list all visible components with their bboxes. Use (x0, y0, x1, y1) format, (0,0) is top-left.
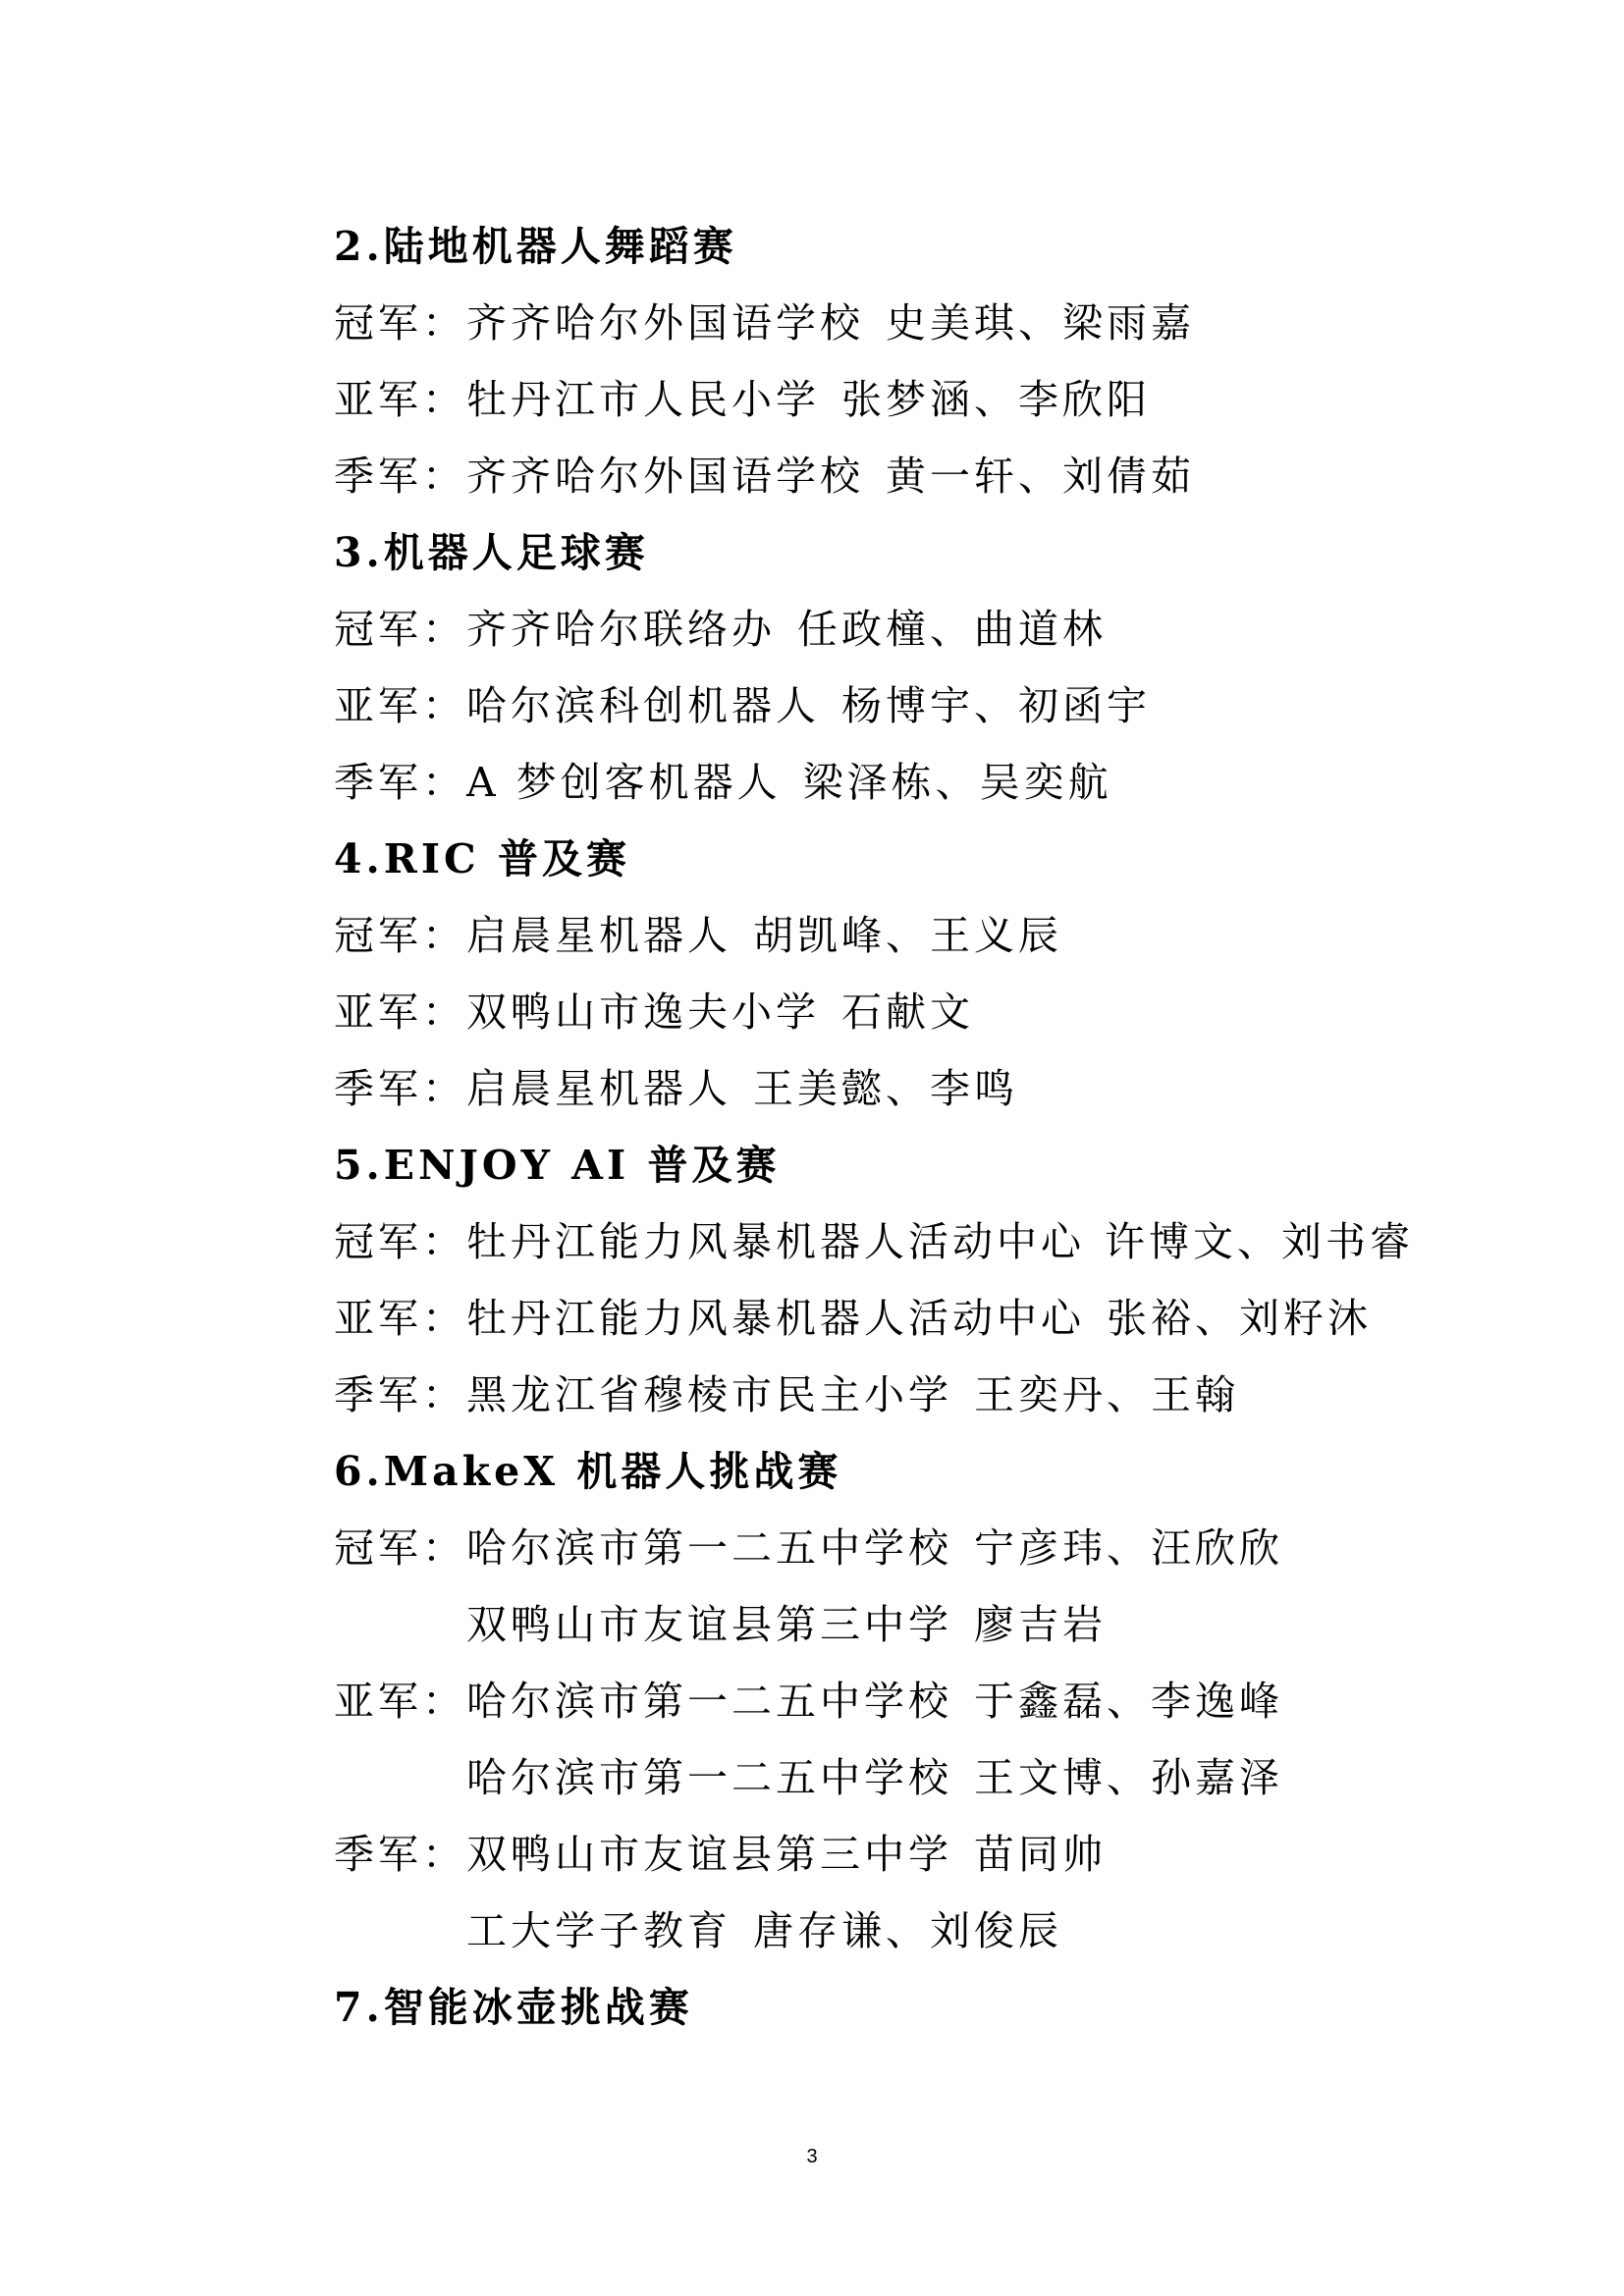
section-title: 6.MakeX 机器人挑战赛 (334, 1448, 842, 1495)
organization: A 梦创客机器人 (466, 759, 782, 806)
organization: 齐齐哈尔外国语学校 (466, 299, 864, 347)
result-entry (334, 1050, 1414, 1127)
participant-names: 任政橦、曲道林 (797, 606, 1107, 653)
result-entry (334, 667, 1414, 744)
participant-names: 王文博、孙嘉泽 (974, 1754, 1283, 1801)
rank-label: 冠军： (334, 1524, 466, 1572)
result-entry (334, 1203, 1414, 1280)
participant-names: 史美琪、梁雨嘉 (886, 299, 1195, 347)
participant-names: 杨博宇、初函宇 (841, 682, 1151, 729)
participant-names: 王美懿、李鸣 (753, 1065, 1018, 1112)
rank-label (334, 1739, 466, 1816)
rank-label: 季军： (334, 1831, 466, 1878)
participant-names: 胡凯峰、王义辰 (753, 912, 1062, 959)
participant-names: 王奕丹、王翰 (974, 1371, 1239, 1418)
page-number: 3 (806, 2146, 818, 2167)
rank-label: 季军： (334, 453, 466, 500)
result-entry (334, 361, 1414, 438)
rank-label (334, 1586, 466, 1663)
result-entry (334, 591, 1414, 667)
result-entry (334, 1357, 1414, 1433)
organization: 启晨星机器人 (466, 912, 731, 959)
organization: 齐齐哈尔联络办 (466, 606, 776, 653)
participant-names: 梁泽栋、吴奕航 (802, 759, 1112, 806)
organization: 双鸭山市友谊县第三中学 (466, 1831, 952, 1878)
result-entry (334, 1586, 1414, 1663)
rank-label: 亚军： (334, 376, 466, 423)
rank-label: 季军： (334, 1065, 466, 1112)
rank-label: 亚军： (334, 1295, 466, 1342)
rank-label: 冠军： (334, 606, 466, 653)
organization: 工大学子教育 (466, 1907, 731, 1954)
participant-names: 宁彦玮、汪欣欣 (974, 1524, 1283, 1572)
rank-label (334, 1893, 466, 1969)
result-entry (334, 1280, 1414, 1357)
participant-names: 张梦涵、李欣阳 (841, 376, 1151, 423)
result-entry (334, 974, 1414, 1050)
organization: 双鸭山市逸夫小学 (466, 988, 820, 1036)
organization: 牡丹江市人民小学 (466, 376, 820, 423)
organization: 牡丹江能力风暴机器人活动中心 (466, 1295, 1085, 1342)
rank-label: 亚军： (334, 988, 466, 1036)
participant-names: 许博文、刘书睿 (1105, 1218, 1414, 1265)
rank-label: 亚军： (334, 682, 466, 729)
organization: 哈尔滨市第一二五中学校 (466, 1678, 952, 1725)
participant-names: 张裕、刘籽沐 (1107, 1295, 1372, 1342)
rank-label: 冠军： (334, 1218, 466, 1265)
results-list (334, 208, 1414, 2046)
section-title: 5.ENJOY AI 普及赛 (334, 1142, 781, 1189)
result-entry (334, 1510, 1414, 1586)
participant-names: 廖吉岩 (974, 1601, 1107, 1648)
result-entry (334, 1663, 1414, 1739)
rank-label: 冠军： (334, 299, 466, 347)
participant-names: 苗同帅 (974, 1831, 1107, 1878)
participant-names: 黄一轩、刘倩茹 (886, 453, 1195, 500)
result-entry (334, 744, 1414, 821)
organization: 黑龙江省穆棱市民主小学 (466, 1371, 952, 1418)
organization: 双鸭山市友谊县第三中学 (466, 1601, 952, 1648)
organization: 哈尔滨市第一二五中学校 (466, 1754, 952, 1801)
result-entry (334, 1893, 1414, 1969)
rank-label: 冠军： (334, 912, 466, 959)
result-entry (334, 1739, 1414, 1816)
organization: 哈尔滨市第一二五中学校 (466, 1524, 952, 1572)
result-entry (334, 897, 1414, 974)
participant-names: 石献文 (841, 988, 974, 1036)
result-entry (334, 438, 1414, 514)
rank-label: 季军： (334, 759, 466, 806)
organization: 启晨星机器人 (466, 1065, 731, 1112)
organization: 哈尔滨科创机器人 (466, 682, 820, 729)
section-title: 4.RIC 普及赛 (334, 835, 630, 882)
section-title: 7.智能冰壶挑战赛 (334, 1984, 693, 2031)
rank-label: 亚军： (334, 1678, 466, 1725)
participant-names: 于鑫磊、李逸峰 (974, 1678, 1283, 1725)
result-entry (334, 1816, 1414, 1893)
organization: 齐齐哈尔外国语学校 (466, 453, 864, 500)
rank-label: 季军： (334, 1371, 466, 1418)
result-entry (334, 285, 1414, 361)
section-title: 3.机器人足球赛 (334, 529, 649, 576)
section-title: 2.陆地机器人舞蹈赛 (334, 223, 737, 270)
organization: 牡丹江能力风暴机器人活动中心 (466, 1218, 1085, 1265)
participant-names: 唐存谦、刘俊辰 (753, 1907, 1062, 1954)
